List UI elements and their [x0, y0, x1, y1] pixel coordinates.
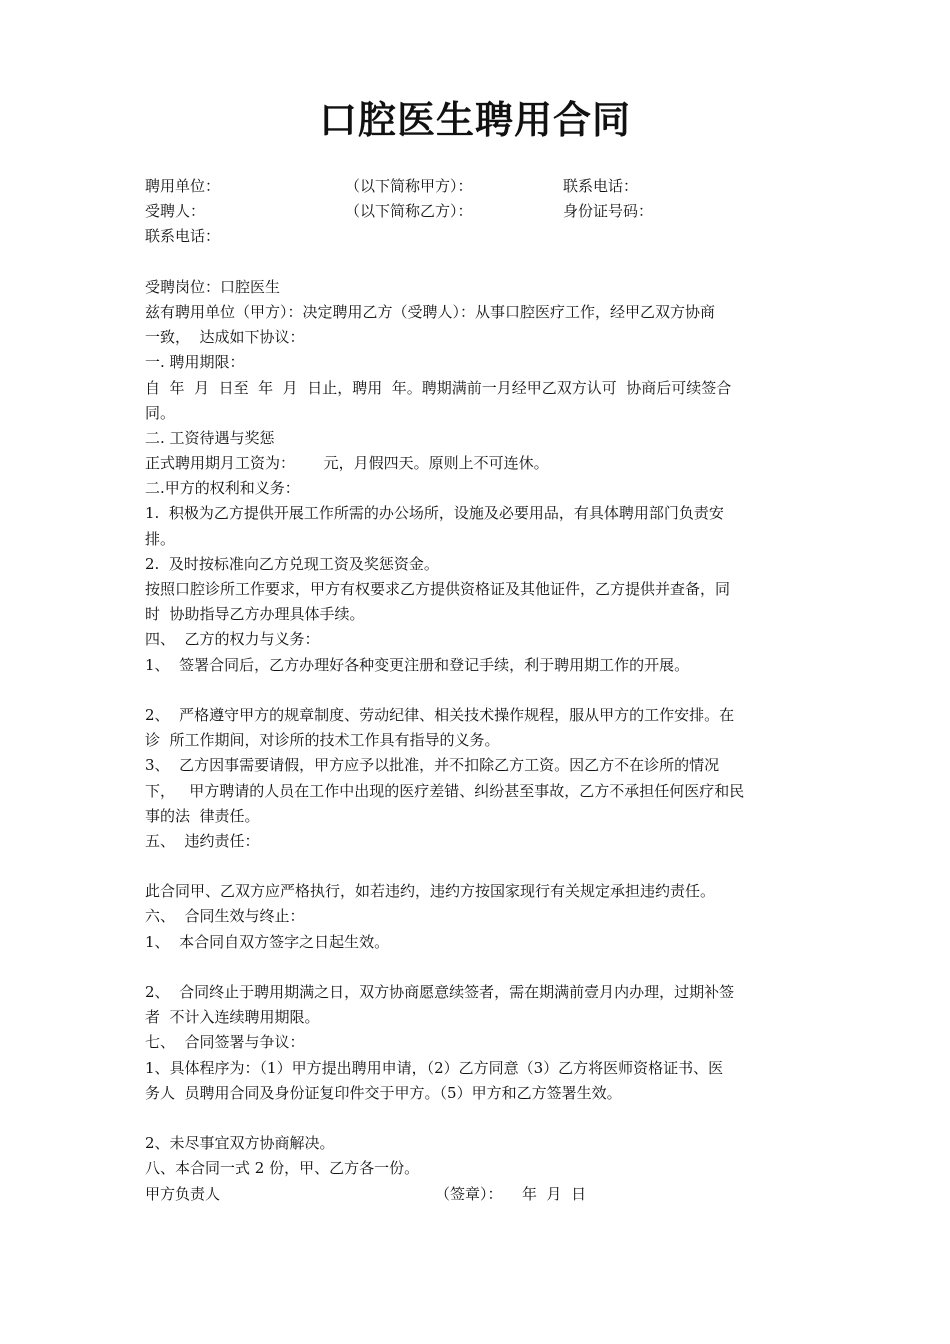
party-a-note: （以下简称甲方）：: [345, 177, 473, 195]
text-line-content: 2. 及时按标准向乙方兑现工资及奖惩资金。: [145, 554, 439, 573]
text-line-content: 此合同甲、乙双方应严格执行，如若违约，违约方按国家现行有关规定承担违约责任。: [145, 882, 716, 901]
text-line: [145, 980, 825, 1005]
text-line: [145, 627, 825, 652]
contract-clauses: [145, 275, 825, 1182]
text-line-content: 二. 工资待遇与奖惩: [145, 428, 275, 447]
seal-label: （签章）：: [435, 1184, 503, 1203]
blank-line: [145, 854, 825, 879]
text-line: [145, 753, 825, 778]
text-line-content: 事的法 律责任。: [145, 806, 260, 825]
employee-label: 受聘人：: [145, 202, 206, 221]
text-line-content: 2、 合同终止于聘用期满之日，双方协商愿意续签者，需在期满前壹月内办理，过期补签: [145, 983, 735, 1001]
text-line: [145, 577, 825, 602]
employee-phone-label: 联系电话：: [145, 227, 221, 246]
text-line-content: 2、 严格遵守甲方的规章制度、劳动纪律、相关技术操作规程，服从甲方的工作安排。在: [145, 705, 735, 724]
blank-line: [145, 250, 825, 275]
party-b-note: （以下简称乙方）：: [345, 202, 473, 221]
text-line-content: 1、具体程序为：（1）甲方提出聘用申请，（2）乙方同意（3）乙方将医师资格证书、医: [145, 1058, 724, 1077]
blank-line: [145, 955, 825, 980]
text-line: [145, 1030, 825, 1055]
text-line-content: 五、 违约责任：: [145, 831, 260, 850]
text-line: [145, 325, 825, 350]
text-line: [145, 426, 825, 451]
text-line: [145, 275, 825, 300]
text-line-content: 时 协助指导乙方办理具体手续。: [145, 605, 365, 624]
text-line: [145, 1056, 825, 1081]
text-line: [145, 804, 825, 829]
text-line: [145, 552, 825, 577]
text-line: [145, 779, 825, 804]
text-line: [145, 1131, 825, 1156]
text-line-content: 1. 积极为乙方提供开展工作所需的办公场所，设施及必要用品，有具体聘用部门负责安: [145, 504, 724, 523]
text-line: [145, 703, 825, 728]
text-line-content: 同。: [145, 403, 176, 422]
text-line: [145, 829, 825, 854]
signature-row: [145, 1182, 825, 1207]
document-title: 口腔医生聘用合同: [318, 98, 631, 142]
text-line: [145, 376, 825, 401]
text-line: [145, 879, 825, 904]
text-line-content: 一. 聘用期限：: [145, 353, 245, 372]
text-line: [145, 602, 825, 627]
text-line-content: 1、 签署合同后，乙方办理好各种变更注册和登记手续，利于聘用期工作的开展。: [145, 655, 690, 674]
employer-label: 聘用单位：: [145, 177, 221, 195]
text-line-content: 3、 乙方因事需要请假，甲方应予以批准，并不扣除乙方工资。因乙方不在诊所的情况: [145, 756, 720, 775]
text-line-content: 务人 员聘用合同及身份证复印件交于甲方。（5）甲方和乙方签署生效。: [145, 1083, 622, 1102]
text-line-content: 下， 甲方聘请的人员在工作中出现的医疗差错、纠纷甚至事故，乙方不承担任何医疗和民: [145, 781, 745, 800]
text-line: [145, 1156, 825, 1181]
header-row-employee: [145, 199, 825, 224]
text-line-content: 排。: [145, 529, 176, 548]
text-line: [145, 501, 825, 526]
text-line-content: 自 年 月 日至 年 月 日止，聘用 年。聘期满前一月经甲乙双方认可 协商后可续签合: [145, 378, 732, 397]
text-line-content: 者 不计入连续聘用期限。: [145, 1008, 320, 1027]
text-line-content: 2、未尽事宜双方协商解决。: [145, 1134, 335, 1153]
text-line: [145, 451, 825, 476]
text-line-content: 1、 本合同自双方签字之日起生效。: [145, 932, 390, 951]
id-number-label: 身份证号码：: [563, 202, 654, 221]
text-line-content: 二.甲方的权利和义务：: [145, 479, 300, 498]
text-line: [145, 653, 825, 678]
text-line: [145, 476, 825, 501]
header-row-employer: [145, 174, 825, 199]
text-line-content: 八、本合同一式 2 份，甲、乙方各一份。: [145, 1159, 420, 1178]
blank-line: [145, 678, 825, 703]
header-row-phone: [145, 224, 825, 249]
text-line-content: 兹有聘用单位（甲方）：决定聘用乙方（受聘人）：从事口腔医疗工作，经甲乙双方协商: [145, 302, 716, 321]
text-line: [145, 401, 825, 426]
text-line: [145, 527, 825, 552]
party-a-signatory: 甲方负责人: [145, 1184, 221, 1203]
text-line-content: 七、 合同签署与争议：: [145, 1033, 305, 1052]
document-body: [145, 174, 825, 1207]
text-line: [145, 728, 825, 753]
text-line-content: 六、 合同生效与终止：: [145, 907, 305, 926]
text-line-content: 按照口腔诊所工作要求，甲方有权要求乙方提供资格证及其他证件，乙方提供并查备，同: [145, 580, 731, 598]
text-line: [145, 1005, 825, 1030]
text-line-content: 四、 乙方的权力与义务：: [145, 630, 320, 649]
sign-date: 年 月 日: [522, 1184, 587, 1203]
text-line-content: 正式聘用期月工资为： 元，月假四天。原则上不可连休。: [145, 454, 549, 473]
text-line-content: 受聘岗位：口腔医生: [145, 277, 281, 296]
blank-line: [145, 1106, 825, 1131]
text-line-content: 诊 所工作期间，对诊所的技术工作具有指导的义务。: [145, 731, 500, 750]
employer-phone-label: 联系电话：: [563, 177, 639, 195]
text-line: [145, 930, 825, 955]
text-line: [145, 904, 825, 929]
text-line: [145, 300, 825, 325]
text-line-content: 一致， 达成如下协议：: [145, 328, 305, 347]
text-line: [145, 1081, 825, 1106]
text-line: [145, 350, 825, 375]
